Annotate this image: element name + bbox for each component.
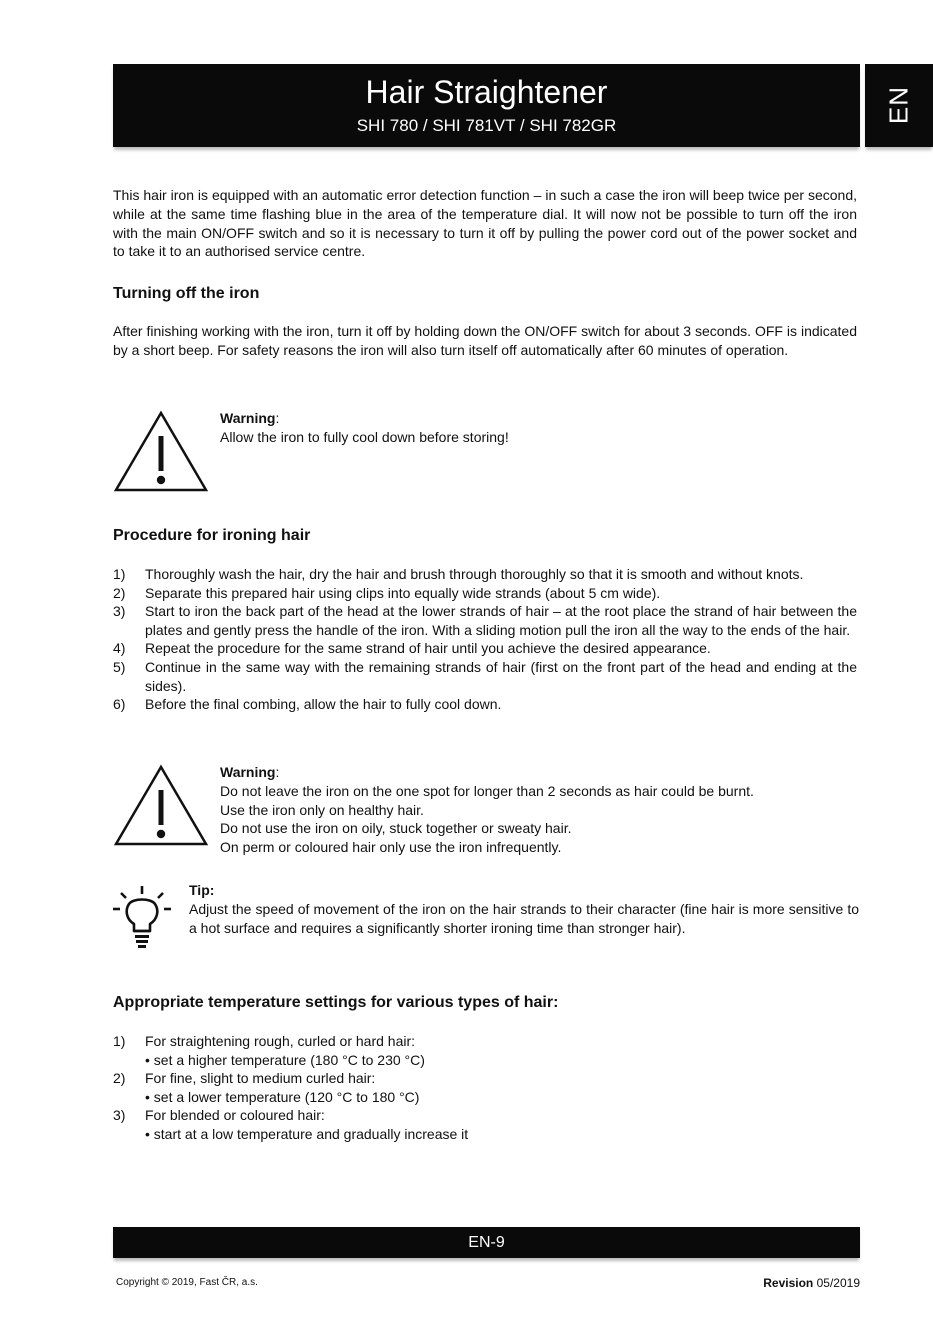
document-title: Hair Straightener (365, 74, 608, 110)
warning-triangle-icon (113, 764, 209, 846)
warning-line: Do not use the iron on oily, stuck together or sweaty hair. (220, 820, 572, 837)
list-item: 3) For blended or coloured hair: (113, 1107, 325, 1124)
warning-line: Use the iron only on healthy hair. (220, 801, 424, 818)
list-item: 3) Start to iron the back part of the head at the lower strands of hair – at the root place the strand of hair between the plates and gently press the handle of the iron. With a sliding motion pull the iron all the way to the ends of the hair. (113, 603, 857, 638)
warning-block-1: Warning: Allow the iron to fully cool down before storing! (220, 409, 860, 447)
turning-off-heading: Turning off the iron (113, 285, 260, 302)
revision-info (763, 1276, 860, 1290)
procedure-list (113, 565, 857, 714)
warning-line: Allow the iron to fully cool down before storing! (220, 428, 509, 445)
language-tab-label: EN (883, 85, 914, 125)
list-item: 1) For straightening rough, curled or hard hair: (113, 1033, 416, 1049)
document-header (113, 64, 860, 147)
revision-value: 05/2019 (816, 1276, 860, 1290)
procedure-heading: Procedure for ironing hair (113, 527, 311, 544)
temperature-list (113, 1032, 857, 1144)
page-number: EN-9 (468, 1234, 505, 1251)
page-number-bar (113, 1227, 860, 1258)
warning-line: Do not leave the iron on the one spot for longer than 2 seconds as hair could be burnt. (220, 782, 754, 799)
language-tab (865, 64, 933, 147)
warning-block-2: Warning: Do not leave the iron on the one spot for longer than 2 seconds as hair could be burnt. Use the iron only on healthy hair. Do not use the iron on oily, stuck together or sweaty hair. On perm or coloured hair only use the iron infrequently. (220, 763, 860, 857)
list-item: 6) Before the final combing, allow the hair to fully cool down. (113, 696, 502, 713)
list-item: 4) Repeat the procedure for the same strand of hair until you achieve the desired appearance. (113, 640, 711, 657)
warning-triangle-icon (113, 410, 209, 492)
revision-label: Revision (763, 1276, 814, 1290)
turning-off-paragraph: After finishing working with the iron, turn it off by holding down the ON/OFF switch for about 3 seconds. OFF is indicated by a short beep. For safety reasons the iron will also turn itself off automatically after 60 minutes of operation. (113, 323, 857, 358)
list-item: 2) Separate this prepared hair using clips into equally wide strands (about 5 cm wide). (113, 584, 661, 601)
warning-line: On perm or coloured hair only use the iron infrequently. (220, 839, 562, 856)
temperature-heading: Appropriate temperature settings for various types of hair: (113, 994, 559, 1011)
tip-label: Tip: (189, 882, 215, 898)
list-subitem: • set a higher temperature (180 °C to 230 °C) (145, 1051, 425, 1068)
tip-block (189, 881, 859, 938)
warning-label: Warning (220, 410, 276, 426)
tip-text: Adjust the speed of movement of the iron on the hair strands to their character (fine hair is more sensitive to a hot surface and requires a significantly shorter ironing time than stronger hair). (189, 901, 859, 936)
warning-label: Warning (220, 764, 276, 780)
list-item: 1) Thoroughly wash the hair, dry the hair and brush through thoroughly so that it is smooth and without knots. (113, 566, 804, 582)
list-subitem: • set a lower temperature (120 °C to 180 °C) (145, 1088, 420, 1105)
lightbulb-icon (112, 884, 172, 952)
list-subitem: • start at a low temperature and gradually increase it (145, 1125, 469, 1142)
list-item: 5) Continue in the same way with the remaining strands of hair (first on the front part of the head and ending at the sides). (113, 658, 857, 694)
model-numbers: SHI 780 / SHI 781VT / SHI 782GR (356, 116, 617, 135)
list-item: 2) For fine, slight to medium curled hair: (113, 1070, 376, 1087)
intro-paragraph: This hair iron is equipped with an automatic error detection function – in such a case the iron will beep twice per second, while at the same time flashing blue in the area of the temperature dial. It will now not be possible to turn off the iron with the main ON/OFF switch and so it is necessary to turn it off by pulling the power cord out of the power socket and to take it to an authorised service centre. (113, 187, 857, 260)
copyright-notice: Copyright © 2019, Fast ČR, a.s. (116, 1277, 258, 1288)
